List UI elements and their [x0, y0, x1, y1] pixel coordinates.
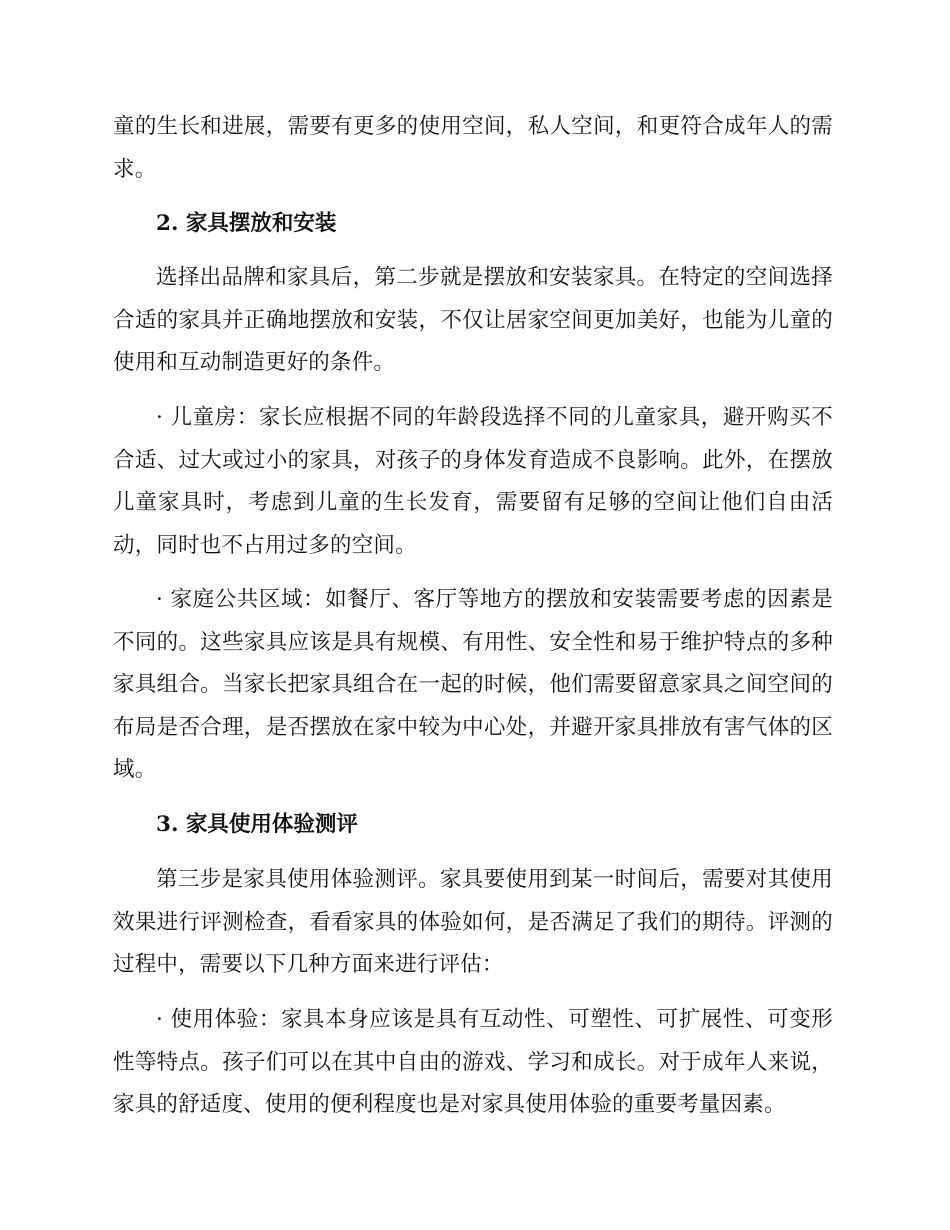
paragraph-placement-intro: 选择出品牌和家具后，第二步就是摆放和安装家具。在特定的空间选择合适的家具并正确地摆放和安装，不仅让居家空间更加美好，也能为儿童的使用和互动制造更好的条件。	[113, 265, 833, 375]
paragraph-public-area: · 家庭公共区域：如餐厅、客厅等地方的摆放和安装需要考虑的因素是不同的。这些家具应该是具有规模、有用性、安全性和易于维护特点的多种家具组合。当家长把家具组合在一起的时候，他们需要留意家具之间空间的布局是否合理，是否摆放在家中较为中心处，并避开家具排放有害气体的区域。	[113, 587, 833, 782]
section-heading-usage-evaluation: 3. 家具使用体验测评	[156, 812, 358, 837]
section-heading-furniture-placement: 2. 家具摆放和安装	[156, 211, 337, 236]
paragraph-continued: 童的生长和进展，需要有更多的使用空间，私人空间，和更符合成年人的需求。	[113, 114, 833, 182]
paragraph-childrens-room: · 儿童房：家长应根据不同的年龄段选择不同的儿童家具，避开购买不合适、过大或过小的家具，对孩子的身体发育造成不良影响。此外，在摆放儿童家具时，考虑到儿童的生长发育，需要留有足够的空间让他们自由活动，同时也不占用过多的空间。	[113, 405, 833, 558]
paragraph-evaluation-intro: 第三步是家具使用体验测评。家具要使用到某一时间后，需要对其使用效果进行评测检查，看看家具的体验如何，是否满足了我们的期待。评测的过程中，需要以下几种方面来进行评估：	[113, 867, 833, 977]
paragraph-usage-experience: · 使用体验：家具本身应该是具有互动性、可塑性、可扩展性、可变形性等特点。孩子们可以在其中自由的游戏、学习和成长。对于成年人来说，家具的舒适度、使用的便利程度也是对家具使用体验的重要考量因素。	[113, 1007, 833, 1117]
